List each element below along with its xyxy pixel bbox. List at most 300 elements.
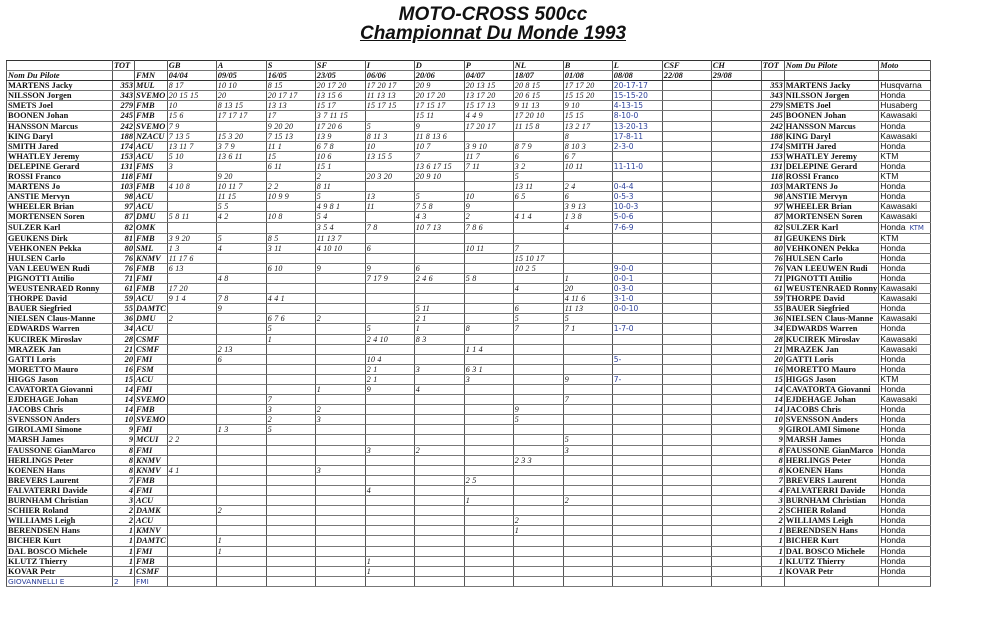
event-points	[662, 415, 711, 425]
pilot-name: SMETS Joel	[7, 101, 113, 111]
event-points	[216, 445, 266, 455]
event-points: 10 7	[414, 141, 464, 151]
federation: KNMV	[135, 465, 168, 475]
event-points	[216, 435, 266, 445]
event-points	[513, 364, 563, 374]
total-points: 245	[113, 111, 135, 121]
brand-label: Honda	[880, 141, 906, 151]
table-row	[7, 192, 931, 202]
motorcycle-brand	[879, 536, 931, 546]
event-points	[464, 465, 513, 475]
event-points	[414, 435, 464, 445]
event-points	[216, 314, 266, 324]
event-points	[662, 182, 711, 192]
total-points-right: 1	[761, 536, 784, 546]
event-points	[414, 485, 464, 495]
total-points-right: 34	[761, 324, 784, 334]
brand-label: Honda	[880, 303, 906, 314]
event-points: 11 13 7	[315, 233, 365, 243]
event-points	[414, 284, 464, 294]
handwritten-note: 10-0-3	[612, 202, 662, 212]
handwritten-note	[612, 445, 662, 455]
event-points	[266, 304, 315, 314]
event-points: 1 3	[216, 425, 266, 435]
event-points	[464, 304, 513, 314]
event-date: 06/06	[365, 71, 414, 81]
event-points: 8 15	[266, 81, 315, 91]
event-points	[266, 526, 315, 536]
event-points: 10	[365, 141, 414, 151]
event-points	[167, 405, 216, 415]
event-points	[315, 395, 365, 405]
event-points: 6 5	[513, 192, 563, 202]
event-points: 7 13 5	[167, 131, 216, 141]
event-points: 10 7 13	[414, 222, 464, 233]
event-date: 29/08	[711, 71, 761, 81]
federation: FMB	[135, 111, 168, 121]
handwritten-note	[612, 415, 662, 425]
brand-label: Honda	[880, 485, 906, 495]
event-points	[464, 253, 513, 263]
event-points	[315, 435, 365, 445]
handwritten-federation: FMI	[135, 576, 168, 586]
table-row	[7, 101, 931, 111]
pilot-name-right: BREVERS Laurent	[784, 475, 878, 485]
brand-label: Honda	[880, 546, 906, 556]
total-points-right: 82	[761, 222, 784, 233]
motorcycle-brand	[879, 91, 931, 101]
event-points	[662, 284, 711, 294]
event-points	[711, 121, 761, 131]
event-points	[266, 253, 315, 263]
event-points	[464, 395, 513, 405]
federation: DMU	[135, 212, 168, 222]
pilot-name: BICHER Kurt	[7, 536, 113, 546]
federation: OMK	[135, 222, 168, 233]
total-points: 81	[113, 233, 135, 243]
pilot-name: MORETTO Mauro	[7, 364, 113, 374]
federation: ACU	[135, 374, 168, 384]
event-points: 15 3 20	[216, 131, 266, 141]
event-points: 11 17 6	[167, 253, 216, 263]
table-row	[7, 526, 931, 536]
event-points	[662, 161, 711, 171]
handwritten-note	[612, 385, 662, 395]
event-points: 13 15 5	[365, 151, 414, 161]
event-points: 9 20 20	[266, 121, 315, 131]
total-points: 15	[113, 374, 135, 384]
event-points	[266, 445, 315, 455]
event-points: 5 8	[464, 273, 513, 283]
brand-label: Honda	[880, 424, 906, 435]
total-points: 7	[113, 475, 135, 485]
total-points-right: 87	[761, 212, 784, 222]
event-points: 7 8	[365, 222, 414, 233]
table-row	[7, 314, 931, 324]
event-points: 2	[167, 314, 216, 324]
federation: SVEMO	[136, 415, 166, 425]
event-points	[464, 172, 513, 182]
event-points: 11 13	[563, 304, 612, 314]
table-row	[7, 344, 931, 354]
event-points	[167, 334, 216, 344]
event-points: 6	[414, 263, 464, 273]
brand-label: Honda	[880, 434, 906, 445]
table-row	[7, 161, 931, 171]
motorcycle-brand	[879, 526, 931, 536]
event-points	[315, 374, 365, 384]
event-points	[216, 121, 266, 131]
pilot-name: HERLINGS Peter	[7, 455, 113, 465]
pilot-name-right: EJDEHAGE Johan	[784, 395, 878, 405]
motorcycle-brand	[879, 131, 931, 141]
pilot-name-right: DAL BOSCO Michele	[784, 546, 878, 556]
total-points: 9	[113, 435, 135, 445]
brand-label: KTM	[880, 151, 899, 161]
event-points: 5 11	[414, 304, 464, 314]
event-points	[365, 161, 414, 171]
table-row	[7, 151, 931, 161]
event-points	[266, 496, 315, 506]
event-points: 9	[464, 202, 513, 212]
total-points-right: 20	[761, 354, 784, 364]
event-points: 8 5	[266, 233, 315, 243]
event-points	[266, 354, 315, 364]
event-points	[662, 212, 711, 222]
total-points: 2	[113, 516, 135, 526]
brand-label: Honda	[880, 414, 906, 425]
standings-table	[6, 60, 931, 587]
event-points	[365, 233, 414, 243]
event-points	[563, 405, 612, 415]
federation: SVEMO	[136, 395, 166, 405]
handwritten-note: 5-	[612, 354, 662, 364]
motorcycle-brand	[879, 182, 931, 192]
motorcycle-brand	[879, 405, 931, 415]
pilot-name-right: SMITH Jared	[784, 141, 878, 151]
event-points: 13 15 6	[315, 91, 365, 101]
pilot-name-right: PIGNOTTI Attilio	[784, 273, 878, 283]
event-points: 3 9 13	[563, 202, 612, 212]
event-points	[464, 354, 513, 364]
event-points: 3	[563, 445, 612, 455]
handwritten-note	[612, 485, 662, 495]
event-points	[563, 475, 612, 485]
total-points-right: 188	[761, 131, 784, 141]
event-points	[167, 202, 216, 212]
event-points	[662, 91, 711, 101]
event-points: 9	[414, 121, 464, 131]
motorcycle-brand	[879, 253, 931, 263]
event-points: 4 1 4	[513, 212, 563, 222]
pilot-name: BAUER Siegfried	[7, 304, 113, 314]
event-points	[365, 465, 414, 475]
table-row	[7, 455, 931, 465]
event-points	[711, 81, 761, 91]
pilot-name-right: KUCIREK Miroslav	[784, 334, 878, 344]
total-points: 55	[113, 304, 135, 314]
handwritten-note: 7-	[612, 374, 662, 384]
event-points	[513, 374, 563, 384]
federation: DMU	[135, 314, 168, 324]
federation: FMI	[135, 445, 168, 455]
pilot-name-right: MARSH James	[784, 435, 878, 445]
empty-cell	[315, 576, 365, 586]
total-points-right: 2	[761, 516, 784, 526]
event-points	[662, 314, 711, 324]
event-points: 3	[414, 364, 464, 374]
event-points	[167, 354, 216, 364]
event-points	[266, 385, 315, 395]
table-row	[7, 294, 931, 304]
event-points: 15 10 17	[513, 253, 563, 263]
event-points: 2 3 3	[513, 455, 563, 465]
event-points	[513, 385, 563, 395]
event-points: 20	[563, 284, 612, 294]
event-points	[662, 546, 711, 556]
event-points: 1 3 8	[563, 212, 612, 222]
brand-label: KTM	[880, 233, 899, 243]
motorcycle-brand	[879, 324, 931, 334]
event-code: NL	[513, 61, 563, 71]
pilot-name: MARTENS Jo	[7, 182, 113, 192]
table-row	[7, 465, 931, 475]
event-points: 2 4 10	[365, 334, 414, 344]
event-points	[167, 425, 216, 435]
table-row	[7, 121, 931, 131]
event-points: 7 9	[167, 121, 216, 131]
table-row	[7, 556, 931, 566]
pilot-name: PIGNOTTI Attilio	[7, 273, 113, 283]
event-points: 9 11 13	[513, 101, 563, 111]
event-points	[414, 344, 464, 354]
event-points	[711, 354, 761, 364]
table-row	[7, 425, 931, 435]
event-points	[464, 334, 513, 344]
event-points: 13 11	[513, 182, 563, 192]
handwritten-note: 4-13-15	[612, 101, 662, 111]
table-row	[7, 91, 931, 101]
event-points	[315, 334, 365, 344]
handwritten-note	[612, 314, 662, 324]
event-points	[464, 182, 513, 192]
federation: ACU	[135, 294, 168, 304]
pilot-name-right: FAUSSONE GianMarco	[784, 445, 878, 455]
event-points	[464, 485, 513, 495]
handwritten-note: 8-10-0	[612, 111, 662, 121]
event-points: 1	[266, 334, 315, 344]
federation: FMI	[135, 354, 168, 364]
event-points: 4 10 10	[315, 243, 365, 253]
event-points	[563, 172, 612, 182]
event-points	[315, 536, 365, 546]
pilot-name: ROSSI Franco	[7, 172, 113, 182]
pilot-name: JACOBS Chris	[7, 405, 113, 415]
event-points	[216, 475, 266, 485]
event-points: 2 13	[216, 344, 266, 354]
event-points	[662, 243, 711, 253]
event-points	[365, 212, 414, 222]
event-points: 8 10 3	[563, 141, 612, 151]
event-points	[513, 344, 563, 354]
brand-label: Honda	[880, 90, 906, 101]
event-points: 7 17 9	[365, 273, 414, 283]
event-points	[563, 485, 612, 495]
event-points	[167, 415, 216, 425]
event-points	[464, 294, 513, 304]
event-points	[216, 284, 266, 294]
event-points: 20 9	[414, 81, 464, 91]
event-points: 3	[315, 465, 365, 475]
event-points: 2	[315, 405, 365, 415]
event-points	[711, 182, 761, 192]
event-points	[167, 556, 216, 566]
handwritten-note	[612, 506, 662, 516]
table-row	[7, 475, 931, 485]
handwritten-note	[612, 475, 662, 485]
event-points	[414, 556, 464, 566]
event-points	[414, 374, 464, 384]
event-points	[464, 516, 513, 526]
total-points-right: 8	[761, 465, 784, 475]
event-points	[662, 172, 711, 182]
event-points	[216, 263, 266, 273]
event-points	[711, 172, 761, 182]
brand-label: Honda	[880, 181, 906, 192]
empty-cell	[612, 576, 662, 586]
event-points: 13 6 11	[216, 151, 266, 161]
total-points: 61	[113, 284, 135, 294]
event-date: 20/06	[414, 71, 464, 81]
event-points	[315, 364, 365, 374]
event-points	[167, 172, 216, 182]
event-points: 2 1	[414, 314, 464, 324]
event-date: 09/05	[216, 71, 266, 81]
event-points	[711, 385, 761, 395]
event-points	[216, 465, 266, 475]
pilot-name: MORTENSEN Soren	[7, 212, 113, 222]
event-points	[464, 546, 513, 556]
tot-header-right: TOT	[761, 61, 784, 71]
event-points: 15 6	[167, 111, 216, 121]
total-points-right: 15	[761, 374, 784, 384]
event-points	[216, 405, 266, 415]
event-points	[167, 364, 216, 374]
event-points	[464, 425, 513, 435]
event-points	[662, 304, 711, 314]
event-points	[167, 222, 216, 233]
motorcycle-brand	[879, 425, 931, 435]
event-points: 1	[563, 273, 612, 283]
federation: KNMV	[135, 455, 168, 465]
event-points	[711, 314, 761, 324]
event-points	[711, 485, 761, 495]
total-points-right: 8	[761, 455, 784, 465]
event-points	[414, 536, 464, 546]
pilot-name: NILSSON Jorgen	[7, 91, 113, 101]
event-points	[315, 475, 365, 485]
event-points: 20 13 15	[464, 81, 513, 91]
event-points: 7	[513, 324, 563, 334]
event-points	[711, 344, 761, 354]
event-points: 7 15 13	[266, 131, 315, 141]
event-points	[414, 415, 464, 425]
total-points: 279	[113, 101, 135, 111]
event-points	[513, 202, 563, 212]
event-points	[315, 546, 365, 556]
pilot-name-right: HULSEN Carlo	[784, 253, 878, 263]
event-points	[414, 566, 464, 576]
empty-cell	[365, 576, 414, 586]
pilot-name: MRAZEK Jan	[7, 344, 113, 354]
event-points	[266, 455, 315, 465]
pilot-name: WHATLEY Jeremy	[7, 151, 113, 161]
event-points: 2	[464, 212, 513, 222]
total-points: 1	[113, 566, 135, 576]
event-points	[711, 294, 761, 304]
event-points	[414, 475, 464, 485]
event-points: 2 2	[266, 182, 315, 192]
event-points: 20 17 17	[266, 91, 315, 101]
event-points	[711, 526, 761, 536]
event-points: 15 15 20	[563, 91, 612, 101]
pilot-name: KLUTZ Thierry	[7, 556, 113, 566]
total-points-right: 76	[761, 253, 784, 263]
event-points	[315, 324, 365, 334]
handwritten-note: 0-4-4	[612, 182, 662, 192]
event-points	[513, 506, 563, 516]
event-points	[414, 395, 464, 405]
event-points	[662, 374, 711, 384]
federation: FMI	[135, 546, 168, 556]
event-points	[711, 91, 761, 101]
total-points-right: 353	[761, 81, 784, 91]
motorcycle-brand	[879, 455, 931, 465]
event-points	[167, 455, 216, 465]
total-points-right: 8	[761, 445, 784, 455]
federation: NZACU	[135, 131, 168, 141]
motorcycle-brand	[879, 344, 931, 354]
pilot-name: KOENEN Hans	[7, 465, 113, 475]
event-points	[563, 364, 612, 374]
event-points	[464, 556, 513, 566]
event-points	[315, 445, 365, 455]
motorcycle-brand	[879, 273, 931, 283]
total-points-right: 103	[761, 182, 784, 192]
pilot-name-right: ANSTIE Mervyn	[784, 192, 878, 202]
event-points: 2 1	[365, 374, 414, 384]
event-points: 1	[216, 536, 266, 546]
event-points	[167, 526, 216, 536]
total-points: 118	[113, 172, 135, 182]
motorcycle-brand	[879, 485, 931, 495]
event-points: 15	[266, 151, 315, 161]
event-points	[266, 475, 315, 485]
event-points: 20 3 20	[365, 172, 414, 182]
handwritten-row	[7, 576, 931, 586]
total-points: 3	[113, 496, 135, 506]
event-points	[266, 506, 315, 516]
total-points: 20	[113, 354, 135, 364]
event-points: 6	[563, 192, 612, 202]
table-row	[7, 324, 931, 334]
brand-label: Kawasaki	[880, 283, 918, 294]
event-points: 10 2 5	[513, 263, 563, 273]
event-points: 5 10	[167, 151, 216, 161]
event-points	[414, 354, 464, 364]
total-points-right: 9	[761, 435, 784, 445]
event-code: SF	[315, 61, 365, 71]
